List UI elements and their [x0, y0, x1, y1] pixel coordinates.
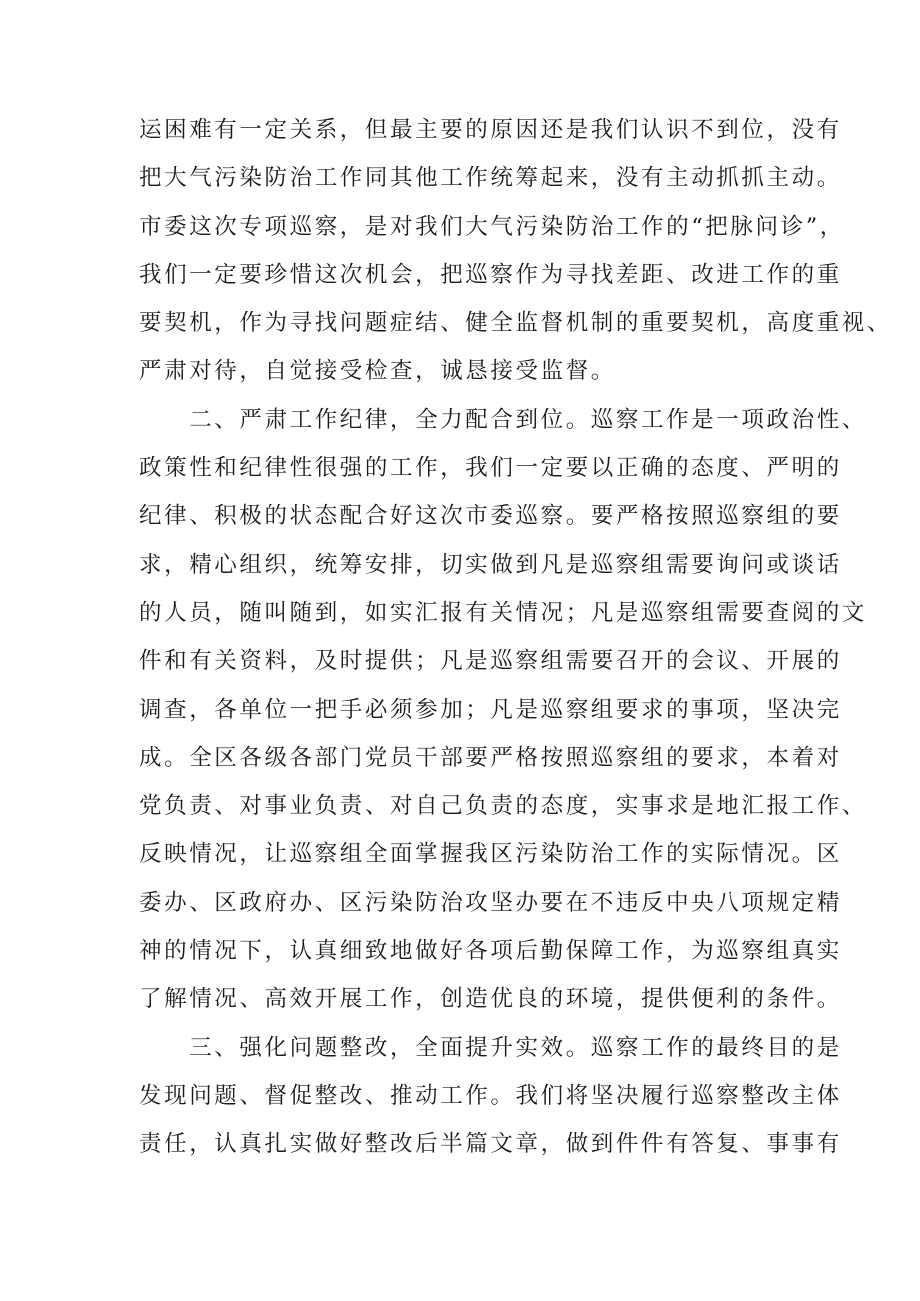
text-line: 我们一定要珍惜这次机会，把巡察作为寻找差距、改进工作的重	[139, 261, 842, 288]
text-line: 委办、区政府办、区污染防治攻坚办要在不违反中央八项规定精	[139, 889, 842, 916]
text-line: 成。全区各级各部门党员干部要严格按照巡察组的要求，本着对	[139, 744, 842, 771]
text-line: 件和有关资料，及时提供；凡是巡察组需要召开的会议、开展的	[139, 648, 842, 675]
text-line: 了解情况、高效开展工作，创造优良的环境，提供便利的条件。	[139, 986, 842, 1013]
text-line: 的人员，随叫随到，如实汇报有关情况；凡是巡察组需要查阅的文	[139, 599, 867, 626]
text-line: 市委这次专项巡察，是对我们大气污染防治工作的“把脉问诊”，	[139, 213, 845, 240]
text-line: 发现问题、督促整改、推动工作。我们将坚决履行巡察整改主体	[139, 1082, 842, 1109]
text-line: 严肃对待，自觉接受检查，诚恳接受监督。	[139, 358, 616, 385]
text-line: 要契机，作为寻找问题症结、健全监督机制的重要契机，高度重视、	[139, 310, 893, 337]
text-line: 纪律、积极的状态配合好这次市委巡察。要严格按照巡察组的要	[139, 503, 842, 530]
text-line: 责任，认真扎实做好整改后半篇文章，做到件件有答复、事事有	[139, 1131, 842, 1158]
text-line: 神的情况下，认真细致地做好各项后勤保障工作，为巡察组真实	[139, 938, 842, 965]
text-line: 二、严肃工作纪律，全力配合到位。巡察工作是一项政治性、	[139, 406, 867, 433]
text-line: 调查，各单位一把手必须参加；凡是巡察组要求的事项，坚决完	[139, 696, 842, 723]
text-line: 把大气污染防治工作同其他工作统筹起来，没有主动抓抓主动。	[139, 165, 842, 192]
text-line: 政策性和纪律性很强的工作，我们一定要以正确的态度、严明的	[139, 455, 842, 482]
text-line: 求，精心组织，统筹安排，切实做到凡是巡察组需要询问或谈话	[139, 551, 842, 578]
text-line: 党负责、对事业负责、对自己负责的态度，实事求是地汇报工作、	[139, 793, 867, 820]
text-line: 三、强化问题整改，全面提升实效。巡察工作的最终目的是	[139, 1034, 842, 1061]
text-line: 运困难有一定关系，但最主要的原因还是我们认识不到位，没有	[139, 117, 842, 143]
text-line: 反映情况，让巡察组全面掌握我区污染防治工作的实际情况。区	[139, 841, 842, 868]
body-text	[139, 106, 893, 1169]
